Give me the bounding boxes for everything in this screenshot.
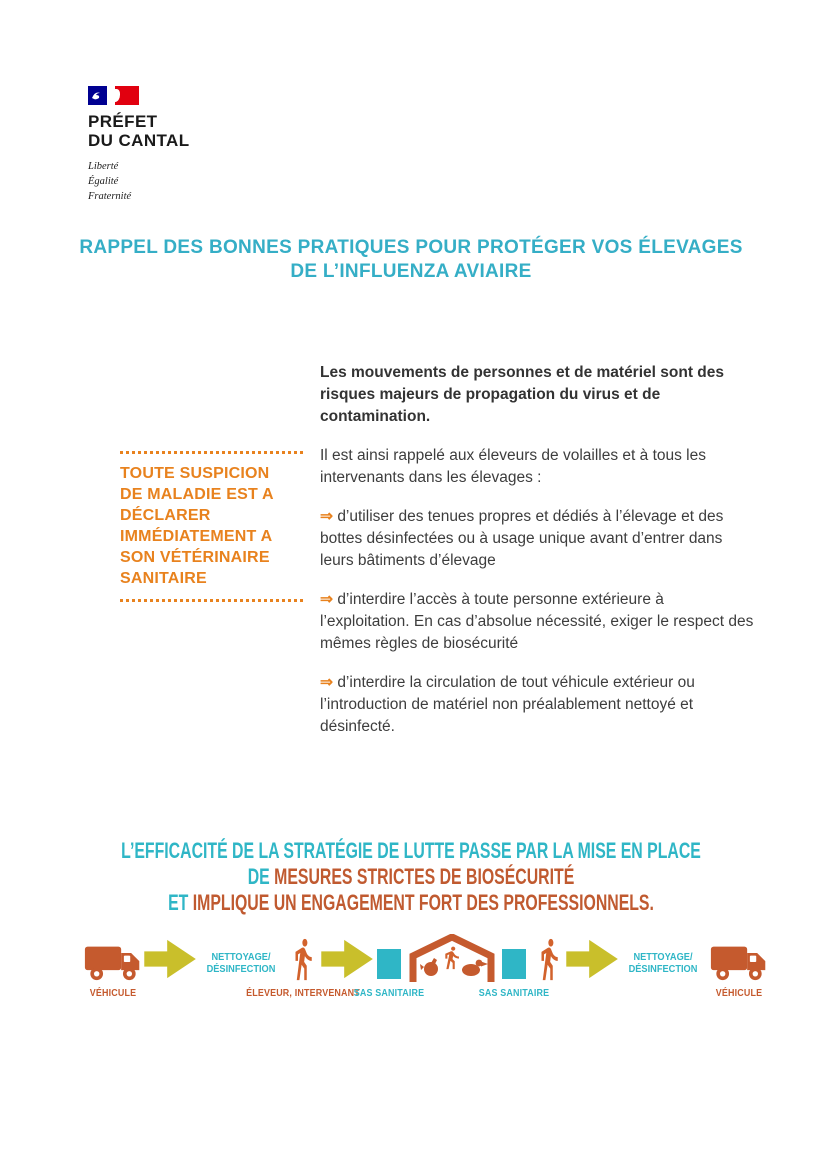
vehicle-label: VÉHICULE: [715, 987, 763, 999]
diagram-step-farmer: [246, 932, 361, 999]
diagram-step-barn: [409, 932, 495, 982]
marianne-icon: [91, 90, 104, 101]
diagram-step-vehicle-in: [84, 932, 142, 999]
barn-icon: [409, 934, 495, 982]
flow-arrow-icon: [566, 938, 620, 980]
headline-line-1: L’EFFICACITÉ DE LA STRATÉGIE DE LUTTE PASSE PAR LA MISE EN PLACE: [121, 838, 701, 863]
double-arrow-icon: ⇒: [320, 591, 333, 608]
farmer-label: ÉLEVEUR, INTERVENANT: [246, 987, 361, 999]
intro-paragraph: Il est ainsi rappelé aux éleveurs de volailles et à tous les intervenants dans les élevages :: [320, 447, 706, 486]
diagram-step-sas-out: [478, 932, 550, 999]
prefecture-logo: [88, 86, 190, 204]
flow-arrow-icon: [144, 938, 198, 980]
body-text: [320, 362, 754, 755]
sas-label: SAS SANITAIRE: [354, 987, 425, 999]
sanitary-airlock-square: [502, 949, 526, 979]
republic-motto: Liberté Égalité Fraternité: [88, 161, 132, 202]
diagram-step-vehicle-out: [710, 932, 768, 999]
double-arrow-icon: ⇒: [320, 674, 333, 691]
diagram-flow-arrow: [571, 932, 615, 982]
dashed-divider-bottom: [120, 599, 304, 602]
prefecture-name: PRÉFET DU CANTAL: [88, 112, 190, 150]
diagram-step-cleaning-out: [623, 932, 703, 982]
warning-sidebar: [120, 451, 304, 602]
sanitary-airlock-square: [377, 949, 401, 979]
vehicle-label: VÉHICULE: [89, 987, 137, 999]
diagram-step-person-out: [534, 932, 564, 982]
dashed-divider-top: [120, 451, 304, 454]
flow-arrow-icon: [321, 938, 375, 980]
diagram-flow-arrow: [326, 932, 370, 982]
double-arrow-icon: ⇒: [320, 508, 333, 525]
infographic-headline: [0, 838, 822, 922]
sas-label: SAS SANITAIRE: [478, 987, 550, 999]
walking-person-icon: [534, 936, 564, 982]
truck-icon: [710, 942, 768, 982]
diagram-step-cleaning-in: [201, 932, 281, 982]
bullet-1: ⇒ d’utiliser des tenues propres et dédiés à l’élevage et des bottes désinfectées ou à usage unique avant d’entrer dans leurs bâtiments d’élevage: [320, 508, 724, 569]
warning-text: TOUTE SUSPICION DE MALADIE EST A DÉCLARER IMMÉDIATEMENT A SON VÉTÉRINAIRE SANITAIRE: [120, 465, 274, 587]
biosecurity-flow-diagram: [84, 932, 768, 1004]
headline-line-2: DE MESURES STRICTES DE BIOSÉCURITÉ: [247, 864, 575, 889]
bullet-2: ⇒ d’interdire l’accès à toute personne extérieure à l’exploitation. En cas d’absolue nécessité, exiger le respect des mêmes règles de biosécurité: [320, 591, 754, 652]
cleaning-text: NETTOYAGE/ DÉSINFECTION: [628, 951, 697, 975]
page-title: RAPPEL DES BONNES PRATIQUES POUR PROTÉGER VOS ÉLEVAGES DE L’INFLUENZA AVIAIRE: [79, 237, 743, 282]
diagram-step-sas-in: [354, 932, 425, 999]
intro-bold-paragraph: Les mouvements de personnes et de matériel sont des risques majeurs de propagation du virus et de contamination.: [320, 364, 724, 425]
truck-icon: [84, 942, 142, 982]
bullet-3: ⇒ d’interdire la circulation de tout véhicule extérieur ou l’introduction de matériel non préalablement nettoyé et désinfecté.: [320, 674, 695, 735]
walking-person-icon: [288, 936, 318, 982]
french-flag-icon: [88, 86, 144, 105]
diagram-flow-arrow: [149, 932, 193, 982]
headline-line-3: ET IMPLIQUE UN ENGAGEMENT FORT DES PROFESSIONNELS.: [168, 890, 654, 915]
cleaning-text: NETTOYAGE/ DÉSINFECTION: [206, 951, 276, 975]
